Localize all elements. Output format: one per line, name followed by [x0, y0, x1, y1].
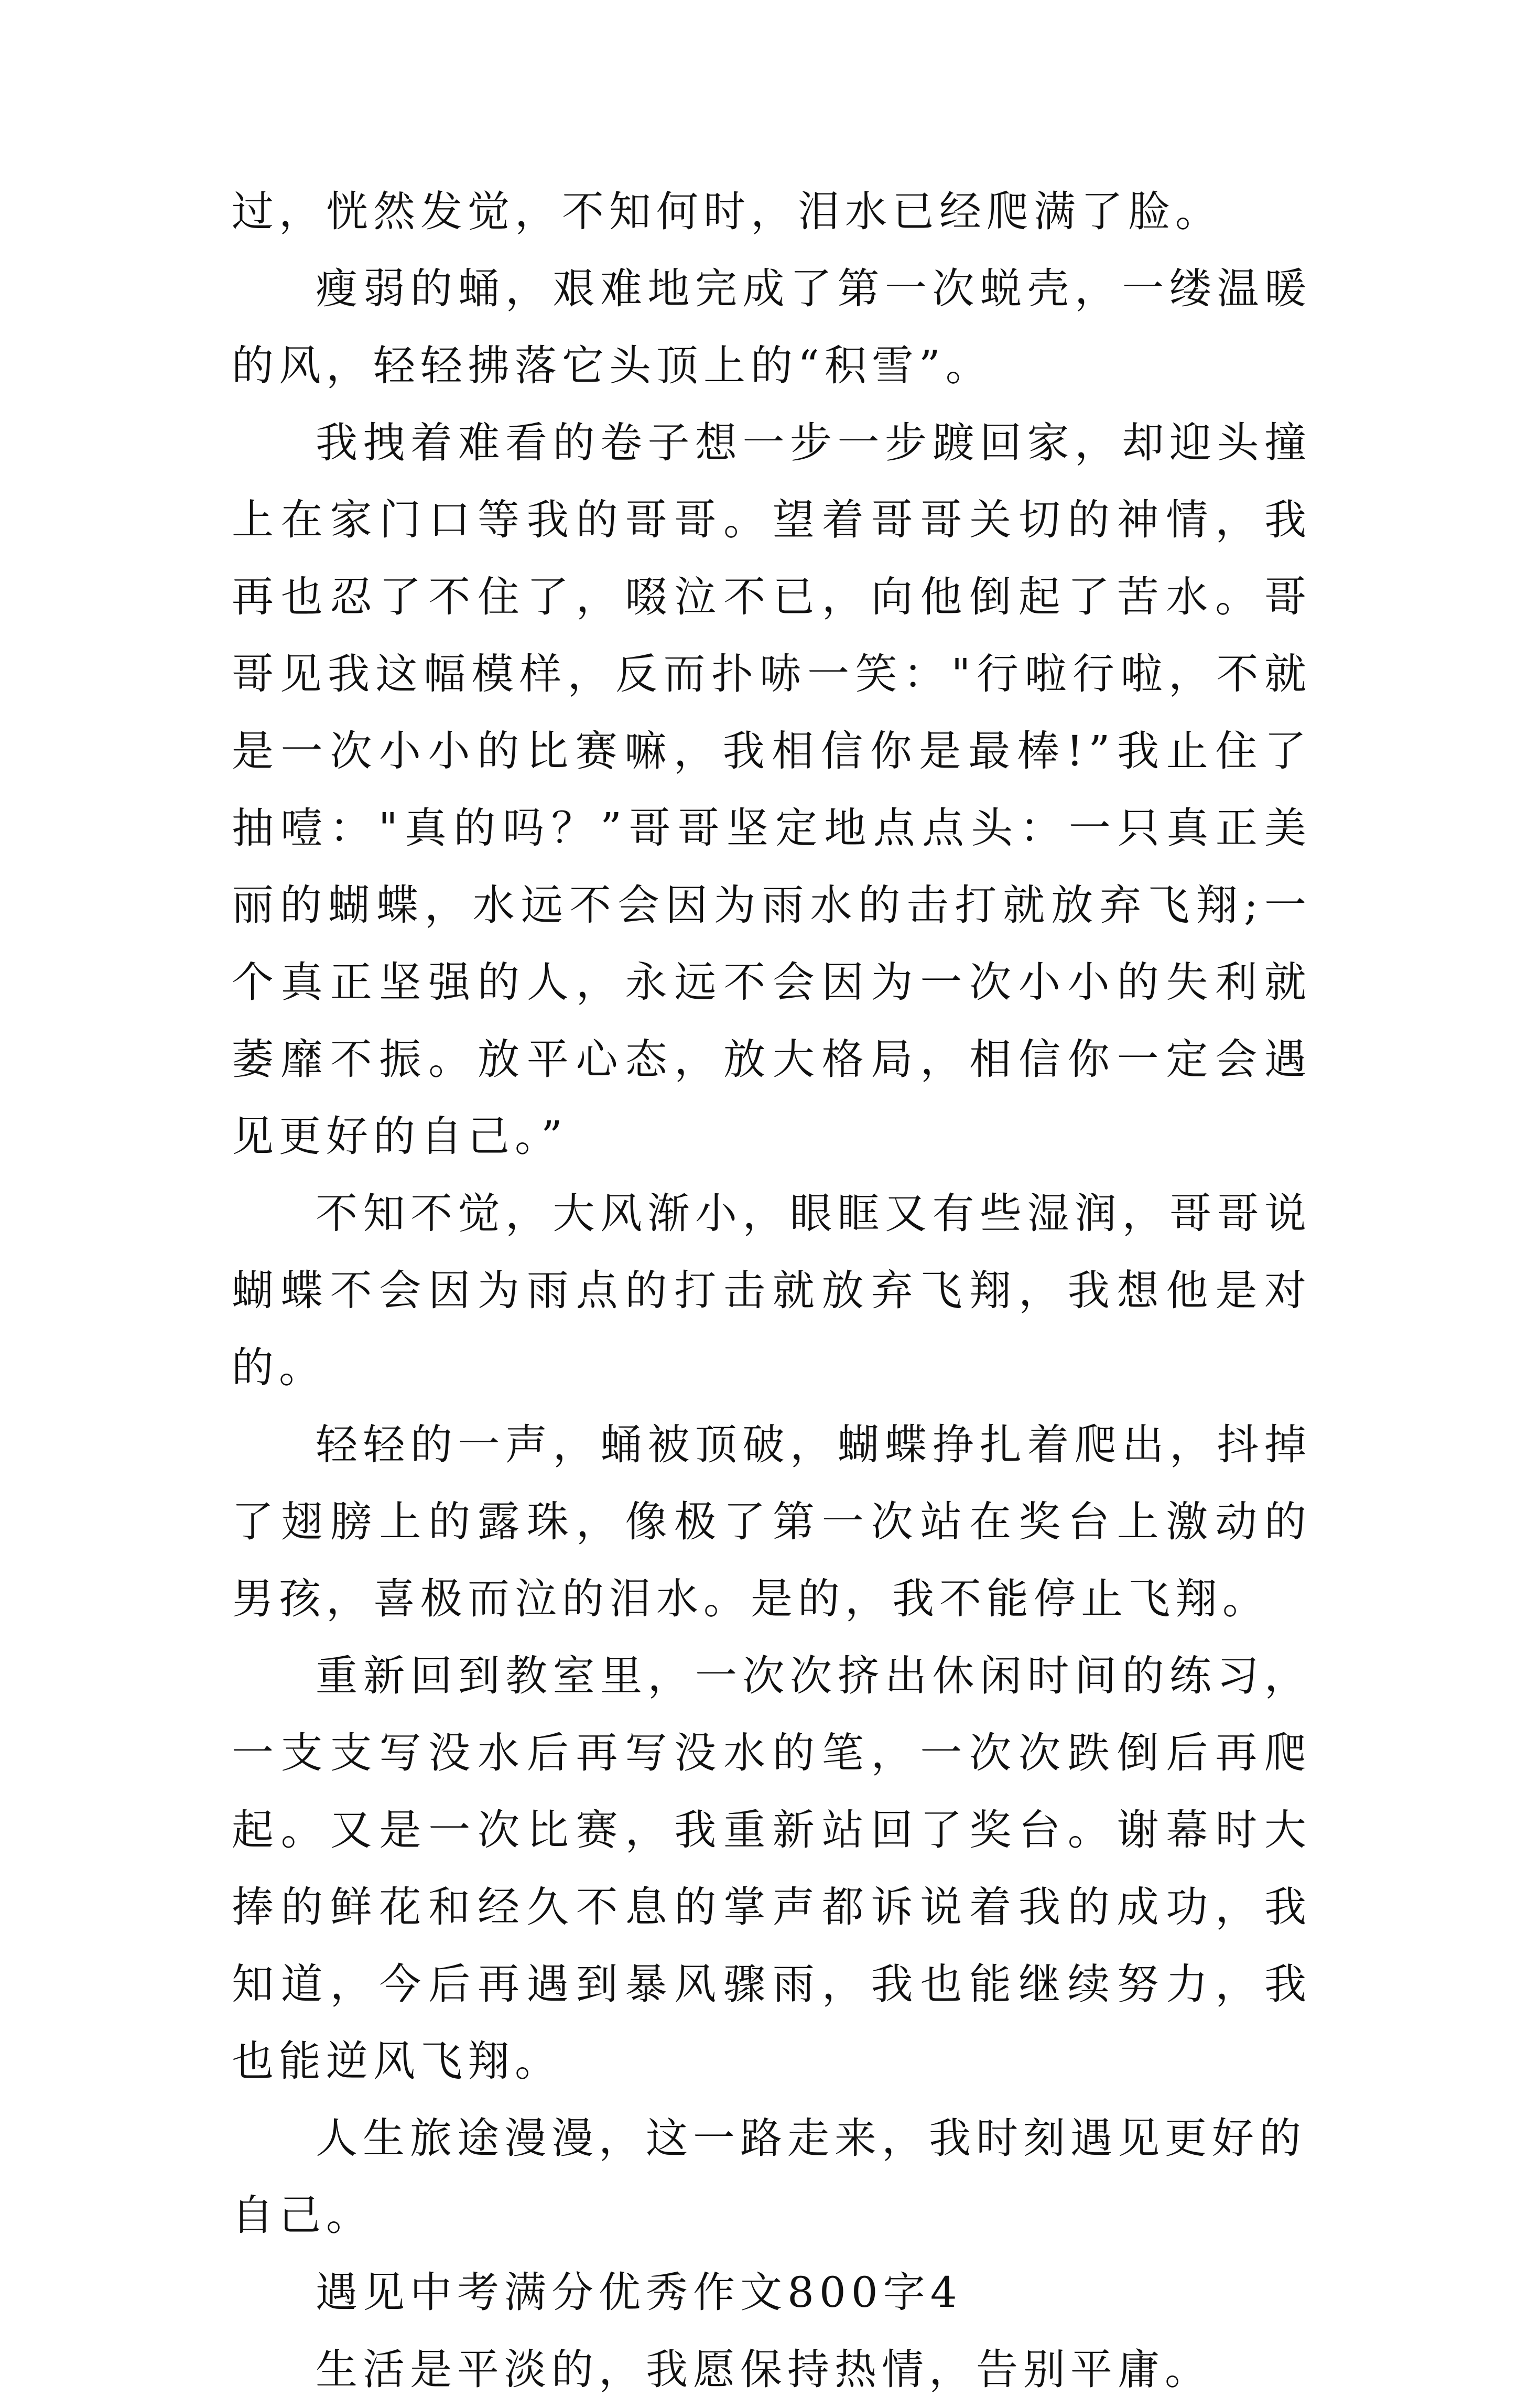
paragraph: 不知不觉，大风渐小，眼眶又有些湿润，哥哥说蝴蝶不会因为雨点的打击就放弃飞翔，我想他是对的。	[232, 1189, 1312, 1392]
paragraph: 生活是平淡的，我愿保持热情，告别平庸。	[316, 2345, 1212, 2394]
paragraph-continuation: 过，恍然发觉，不知何时，泪水已经爬满了脸。	[232, 187, 1222, 236]
paragraph: 人生旅途漫漫，这一路走来，我时刻遇见更好的自己。	[232, 2114, 1306, 2240]
essay-body	[232, 173, 1312, 2408]
paragraph: 轻轻的一声，蛹被顶破，蝴蝶挣扎着爬出，抖掉了翅膀上的露珠，像极了第一次站在奖台上激动的男孩，喜极而泣的泪水。是的，我不能停止飞翔。	[232, 1420, 1312, 1623]
paragraph: 我拽着难看的卷子想一步一步踱回家，却迎头撞上在家门口等我的哥哥。望着哥哥关切的神情，我再也忍了不住了，啜泣不已，向他倒起了苦水。哥哥见我这幅模样，反而扑哧一笑："行啦行啦，不就是一次小小的比赛嘛，我相信你是最棒!”我止住了抽噎："真的吗？”哥哥坚定地点点头：一只真正美丽的蝴蝶，水远不会因为雨水的击打就放弃飞翔;一个真正坚强的人，永远不会因为一次小小的失利就萎靡不振。放平心态，放大格局，相信你一定会遇见更好的自己。”	[232, 418, 1312, 1161]
essay-heading: 遇见中考满分优秀作文800字4	[316, 2268, 962, 2317]
paragraph: 重新回到教室里，一次次挤出休闲时间的练习，一支支写没水后再写没水的笔，一次次跌倒后再爬起。又是一次比赛，我重新站回了奖台。谢幕时大捧的鲜花和经久不息的掌声都诉说着我的成功，我知道，今后再遇到暴风骤雨，我也能继续努力，我也能逆风飞翔。	[232, 1651, 1312, 2086]
paragraph: 瘦弱的蛹，艰难地完成了第一次蜕壳，一缕温暖的风，轻轻拂落它头顶上的“积雪”。	[232, 264, 1312, 390]
